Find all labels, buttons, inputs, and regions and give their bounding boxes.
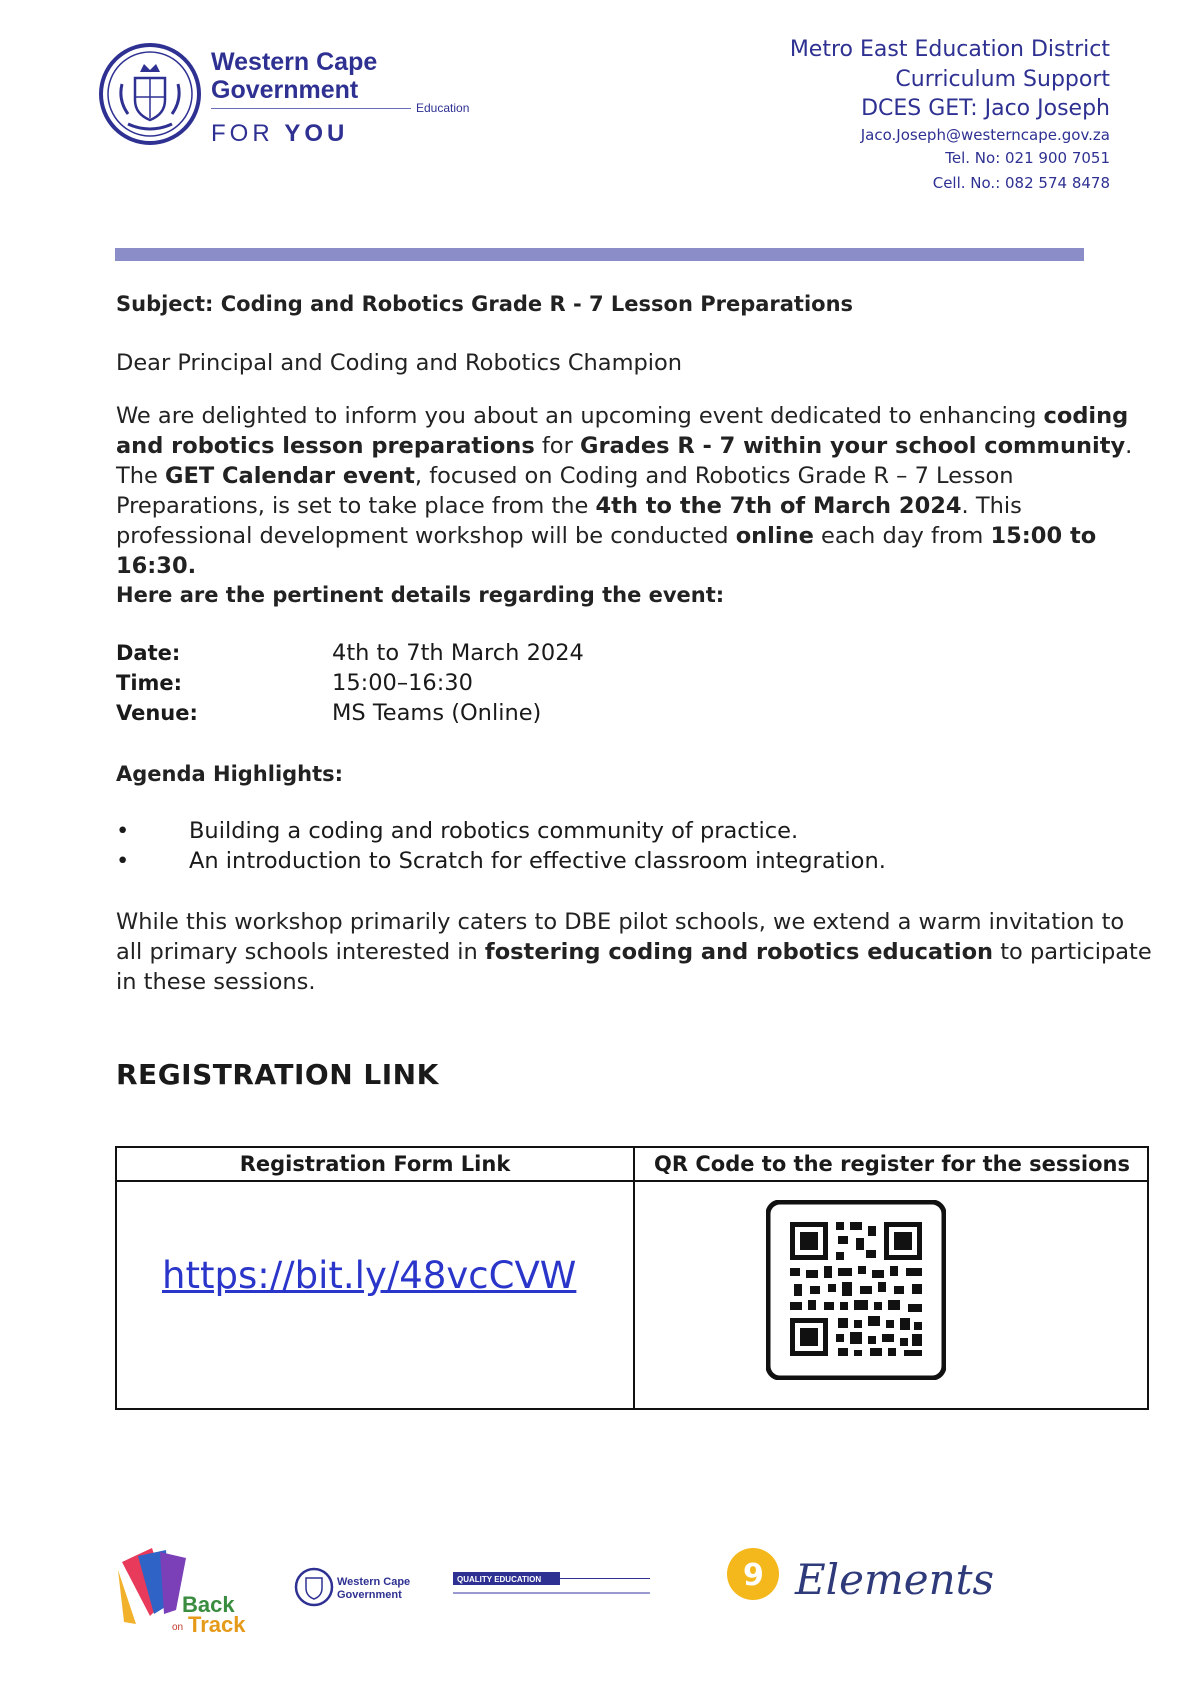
tagline-for: FOR bbox=[211, 120, 274, 147]
back-text: Back bbox=[182, 1592, 235, 1617]
logo-title bbox=[211, 48, 377, 104]
coat-of-arms-icon bbox=[98, 42, 202, 146]
back-on-track-logo bbox=[118, 1548, 246, 1637]
agenda-heading: Agenda Highlights: bbox=[116, 762, 344, 786]
nine-text: 9 bbox=[743, 1558, 764, 1593]
p2-text-c: to participate in these sessions. bbox=[116, 939, 1152, 995]
registration-table bbox=[115, 1146, 1149, 1410]
wcg-small-logo bbox=[296, 1569, 410, 1605]
registration-link[interactable]: https://bit.ly/48vcCVW bbox=[162, 1254, 577, 1297]
wcg-small-line-1: Western Cape bbox=[337, 1576, 411, 1588]
contact-tel: Tel. No: 021 900 7051 bbox=[945, 149, 1110, 167]
agenda-item-1: Building a coding and robotics community of practice. bbox=[189, 818, 799, 844]
p2-text-a: While this workshop primarily caters to DBE pilot schools, we extend a warm invitation to all primary schools interested in bbox=[116, 909, 1125, 965]
event-details bbox=[116, 640, 584, 730]
letter-salutation: Dear Principal and Coding and Robotics Champion bbox=[116, 350, 683, 376]
agenda-item-2: An introduction to Scratch for effective classroom integration. bbox=[189, 848, 886, 874]
logo-line-1: Western Cape bbox=[211, 48, 378, 76]
footer-logos bbox=[0, 1530, 1200, 1650]
logo-department: Education bbox=[416, 101, 470, 115]
wcg-logo bbox=[98, 42, 478, 152]
detail-row-date bbox=[116, 640, 584, 670]
p1-bold-h: 4th to the 7th of March 2024 bbox=[595, 493, 962, 519]
p1-text-c: for bbox=[534, 433, 580, 459]
detail-row-time bbox=[116, 670, 584, 700]
p2-bold-b: fostering coding and robotics education bbox=[484, 939, 994, 965]
p1-bold-l: 15:00 to 16:30. bbox=[116, 523, 1097, 579]
logo-rule bbox=[211, 108, 411, 109]
contact-email[interactable]: Jaco.Joseph@westerncape.gov.za bbox=[860, 126, 1110, 144]
detail-row-venue bbox=[116, 700, 584, 730]
nine-elements-logo bbox=[727, 1548, 994, 1604]
table-header-qr: QR Code to the register for the sessions bbox=[654, 1152, 1130, 1176]
unit-name: Curriculum Support bbox=[895, 67, 1110, 92]
elements-text: Elements bbox=[795, 1555, 995, 1604]
intro-paragraph bbox=[116, 401, 1156, 581]
logo-line-2: Government bbox=[211, 76, 359, 104]
list-item bbox=[116, 818, 886, 848]
invitation-paragraph bbox=[116, 907, 1156, 997]
p1-text-a: We are delighted to inform you about an upcoming event dedicated to enhancing bbox=[116, 403, 1044, 429]
tagline-you: YOU bbox=[284, 120, 349, 147]
table-header-link: Registration Form Link bbox=[239, 1152, 511, 1176]
venue-value: MS Teams (Online) bbox=[332, 700, 542, 726]
registration-heading: REGISTRATION LINK bbox=[116, 1058, 439, 1091]
p1-text-i: . This professional development workshop will be conducted bbox=[116, 493, 1022, 549]
logo-tagline bbox=[211, 120, 348, 148]
details-heading: Here are the pertinent details regarding the event: bbox=[116, 583, 725, 607]
agenda-list bbox=[116, 818, 886, 878]
bullet-icon: • bbox=[116, 848, 130, 874]
quality-education-text: QUALITY EDUCATION bbox=[457, 1575, 542, 1584]
date-label: Date: bbox=[116, 641, 181, 665]
p1-bold-d: Grades R - 7 within your school community bbox=[579, 433, 1126, 459]
time-label: Time: bbox=[116, 671, 183, 695]
venue-label: Venue: bbox=[116, 701, 198, 725]
list-item bbox=[116, 848, 886, 878]
track-text: Track bbox=[188, 1612, 246, 1637]
p1-bold-j: online bbox=[735, 523, 814, 549]
p1-bold-b: coding and robotics lesson preparations bbox=[116, 403, 1129, 459]
quality-education-badge bbox=[453, 1572, 650, 1594]
time-value: 15:00–16:30 bbox=[332, 670, 473, 696]
letter-subject: Subject: Coding and Robotics Grade R - 7 Lesson Preparations bbox=[116, 292, 854, 316]
bullet-icon: • bbox=[116, 818, 130, 844]
wcg-small-line-2: Government bbox=[337, 1589, 402, 1601]
contact-cell: Cell. No.: 082 574 8478 bbox=[932, 174, 1110, 192]
p1-text-g: , focused on Coding and Robotics Grade R – 7 Lesson Preparations, is set to take place from the bbox=[116, 463, 1014, 519]
district-name: Metro East Education District bbox=[789, 37, 1110, 62]
table-header-divider bbox=[117, 1180, 1147, 1182]
header-divider-bar bbox=[115, 248, 1084, 261]
p1-bold-f: GET Calendar event bbox=[165, 463, 415, 489]
on-text: on bbox=[172, 1622, 184, 1633]
table-column-divider bbox=[633, 1148, 635, 1408]
p1-text-e: . The bbox=[116, 433, 1133, 489]
qr-code-icon[interactable] bbox=[766, 1200, 946, 1380]
p1-text-k: each day from bbox=[813, 523, 991, 549]
contact-block bbox=[790, 34, 1110, 196]
contact-role: DCES GET: Jaco Joseph bbox=[861, 96, 1110, 121]
date-value: 4th to 7th March 2024 bbox=[332, 640, 584, 666]
